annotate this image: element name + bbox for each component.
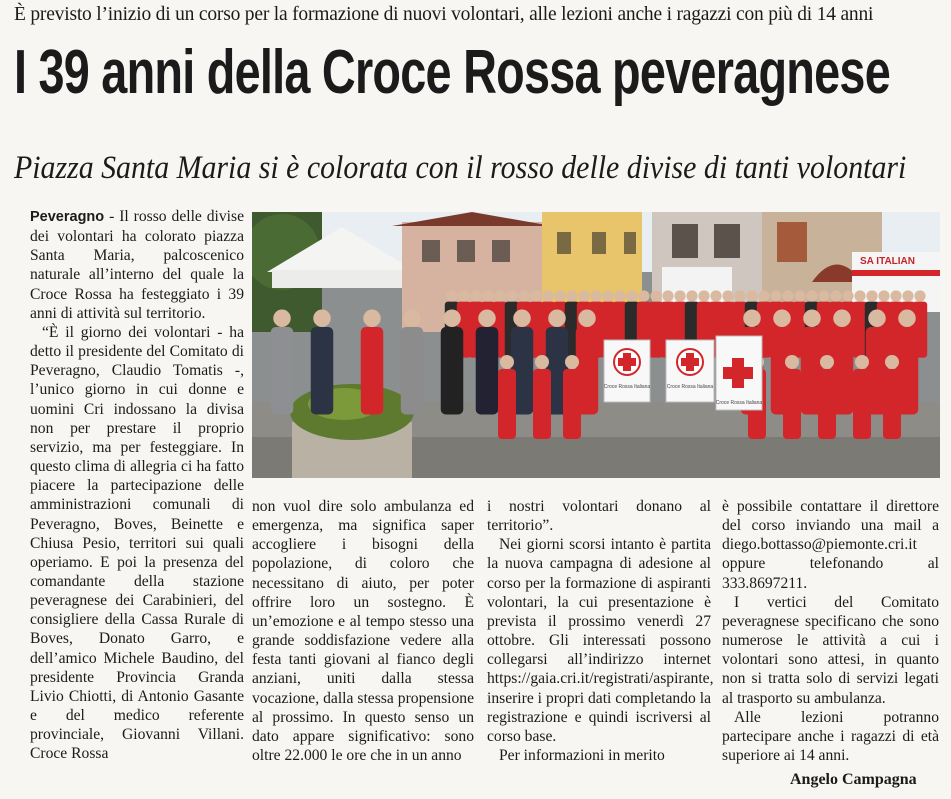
column-1-paragraph-1-text: - Il rosso delle divise dei volontari ha colorato piazza Santa Maria, palcoscenico naturale all’interno del quale la Croce Rossa ha festeggiato i 39 anni di attività sul territorio. xyxy=(30,208,244,322)
volunteer-head xyxy=(535,355,549,369)
volunteer-head xyxy=(443,310,461,328)
volunteer-figure xyxy=(883,369,901,439)
byline: Angelo Campagna xyxy=(790,771,917,788)
banner-3 xyxy=(716,336,763,410)
banner-1 xyxy=(604,340,651,402)
volunteer-head xyxy=(554,290,565,301)
column-1-paragraph-1 xyxy=(30,207,244,323)
volunteer-head xyxy=(890,290,901,301)
volunteer-head xyxy=(830,290,841,301)
volunteer-head xyxy=(542,290,553,301)
volunteer-head xyxy=(710,290,721,301)
article-column-1 xyxy=(30,207,244,764)
banner-2 xyxy=(666,340,714,402)
volunteer-figure xyxy=(361,327,384,415)
volunteer-head xyxy=(513,310,531,328)
volunteer-head xyxy=(785,355,799,369)
volunteer-head xyxy=(794,290,805,301)
volunteer-head xyxy=(470,290,481,301)
volunteer-figure xyxy=(441,327,464,415)
volunteer-figure xyxy=(401,327,424,415)
article-headline: I 39 anni della Croce Rossa peveragnese xyxy=(14,38,890,107)
volunteer-head xyxy=(548,310,566,328)
volunteer-head xyxy=(698,290,709,301)
column-3-paragraph-1: i nostri volontari donano al territorio”. xyxy=(487,498,711,535)
volunteer-figure xyxy=(563,369,581,439)
banner-2-text: Croce Rossa Italiana xyxy=(666,384,714,390)
volunteer-head xyxy=(626,290,637,301)
volunteer-head xyxy=(578,310,596,328)
column-1-paragraph-2: “È il giorno dei volontari - ha detto il presidente del Comitato di Peveragno, Claudio Tomatis -, l’unico giorno in cui donne e uomini Cri indossano la divisa non per prestare il proprio servizio, ma per festeggiare. In questo clima di allegria ci ha fatto piacere la partecipazione delle amministrazioni comunali di Peveragno, Boves, Beinette e Chiusa Pesio, territori sui quali operiamo. E poi la presenza del comandante della stazione peveragnese dei Carabinieri, del consigliere della Cassa Rurale di Boves, Donato Garro, e dell’amico Michele Baudino, del presidente Provincia Granda Livio Chiotti, di Antonio Gasante e del medico referente provinciale, Giovanni Villani. Croce Rossa xyxy=(30,323,244,763)
column-4-paragraph-2: I vertici del Comitato peveragnese specificano che sono numerose le attività a cui i volontari sono attesi, in quanto non si tratta solo di servizi legati al trasporto su ambulanza. xyxy=(722,593,939,707)
volunteer-head xyxy=(734,290,745,301)
article-subhead: Piazza Santa Maria si è colorata con il rosso delle divise di tanti volontari xyxy=(14,150,907,186)
volunteer-head xyxy=(482,290,493,301)
volunteer-head xyxy=(458,290,469,301)
volunteer-head xyxy=(363,310,381,328)
volunteer-head xyxy=(614,290,625,301)
volunteer-head xyxy=(855,355,869,369)
volunteer-head xyxy=(674,290,685,301)
volunteer-head xyxy=(686,290,697,301)
volunteer-head xyxy=(743,310,761,328)
volunteer-head xyxy=(638,290,649,301)
volunteer-head xyxy=(820,355,834,369)
article-kicker: È previsto l’inizio di un corso per la formazione di nuovi volontari, alle lezioni anche i ragazzi con più di 14 anni xyxy=(14,4,874,25)
volunteer-head xyxy=(566,290,577,301)
volunteer-figure xyxy=(476,327,499,415)
volunteer-head xyxy=(530,290,541,301)
volunteer-head xyxy=(885,355,899,369)
banner-3-text: Croce Rossa Italiana xyxy=(715,400,763,406)
volunteer-head xyxy=(273,310,291,328)
volunteer-head xyxy=(313,310,331,328)
article-column-3 xyxy=(487,497,714,765)
volunteer-head xyxy=(722,290,733,301)
volunteer-head xyxy=(898,310,916,328)
article-column-2 xyxy=(252,497,474,765)
banner-1-text: Croce Rossa Italiana xyxy=(603,384,651,390)
volunteer-head xyxy=(866,290,877,301)
volunteer-head xyxy=(803,310,821,328)
volunteer-head xyxy=(650,290,661,301)
volunteer-head xyxy=(818,290,829,301)
volunteer-head xyxy=(758,290,769,301)
volunteer-head xyxy=(662,290,673,301)
volunteer-head xyxy=(500,355,514,369)
article-column-4 xyxy=(722,497,939,765)
volunteer-head xyxy=(914,290,925,301)
volunteer-figure xyxy=(533,369,551,439)
column-3-paragraph-2: Nei giorni scorsi intanto è partita la nuova campagna di adesione al corso per la formazione di aspiranti volontari, la cui presentazione è prevista il prossimo venerdì 27 ottobre. Gli interessati possono collegarsi all’indirizzo internet https://gaia.cri.it/registrati/aspirante, inserire i propri dati completando la registrazione e quindi iscriversi al corso base. xyxy=(487,536,714,745)
volunteer-head xyxy=(446,290,457,301)
volunteer-head xyxy=(878,290,889,301)
volunteer-figure xyxy=(311,327,334,415)
group-photo xyxy=(252,212,940,478)
column-4-paragraph-3: Alle lezioni potranno partecipare anche i ragazzi di età superiore ai 14 anni. xyxy=(722,708,939,765)
volunteer-head xyxy=(578,290,589,301)
volunteer-head xyxy=(773,310,791,328)
column-4-paragraph-1: è possibile contattare il direttore del corso inviando una mail a diego.bottasso@piemonte.cri.it oppure telefonando al 333.8697211. xyxy=(722,498,939,592)
volunteer-head xyxy=(842,290,853,301)
volunteer-head xyxy=(494,290,505,301)
volunteer-head xyxy=(782,290,793,301)
volunteer-figure xyxy=(498,369,516,439)
volunteer-head xyxy=(868,310,886,328)
volunteer-head xyxy=(590,290,601,301)
volunteer-head xyxy=(902,290,913,301)
volunteer-head xyxy=(746,290,757,301)
volunteer-figure xyxy=(853,369,871,439)
volunteer-head xyxy=(602,290,613,301)
volunteer-head xyxy=(833,310,851,328)
dateline: Peveragno xyxy=(30,209,105,225)
volunteer-head xyxy=(565,355,579,369)
volunteer-head xyxy=(403,310,421,328)
volunteer-head xyxy=(854,290,865,301)
volunteer-head xyxy=(506,290,517,301)
volunteer-head xyxy=(518,290,529,301)
volunteer-figure xyxy=(783,369,801,439)
column-2-paragraph-1: non vuol dire solo ambulanza ed emergenza, ma significa saper accogliere i bisogni della popolazione, di coloro che necessitano di aiuto, per poter offrire loro un sostegno. È un’emozione e al tempo stesso una grande soddisfazione vedere alla festa tanti giovani al fianco degli anziani, uniti dalla stessa vocazione, dalla stessa propensione al prossimo. In questo senso un dato appare significativo: sono oltre 22.000 le ore che in un anno xyxy=(252,498,474,765)
volunteer-head xyxy=(806,290,817,301)
column-3-paragraph-3: Per informazioni in merito xyxy=(499,747,665,765)
volunteer-head xyxy=(478,310,496,328)
shop-sign-text: SA ITALIAN xyxy=(860,256,915,267)
volunteer-figure xyxy=(818,369,836,439)
volunteer-figure xyxy=(271,327,294,415)
volunteer-head xyxy=(770,290,781,301)
